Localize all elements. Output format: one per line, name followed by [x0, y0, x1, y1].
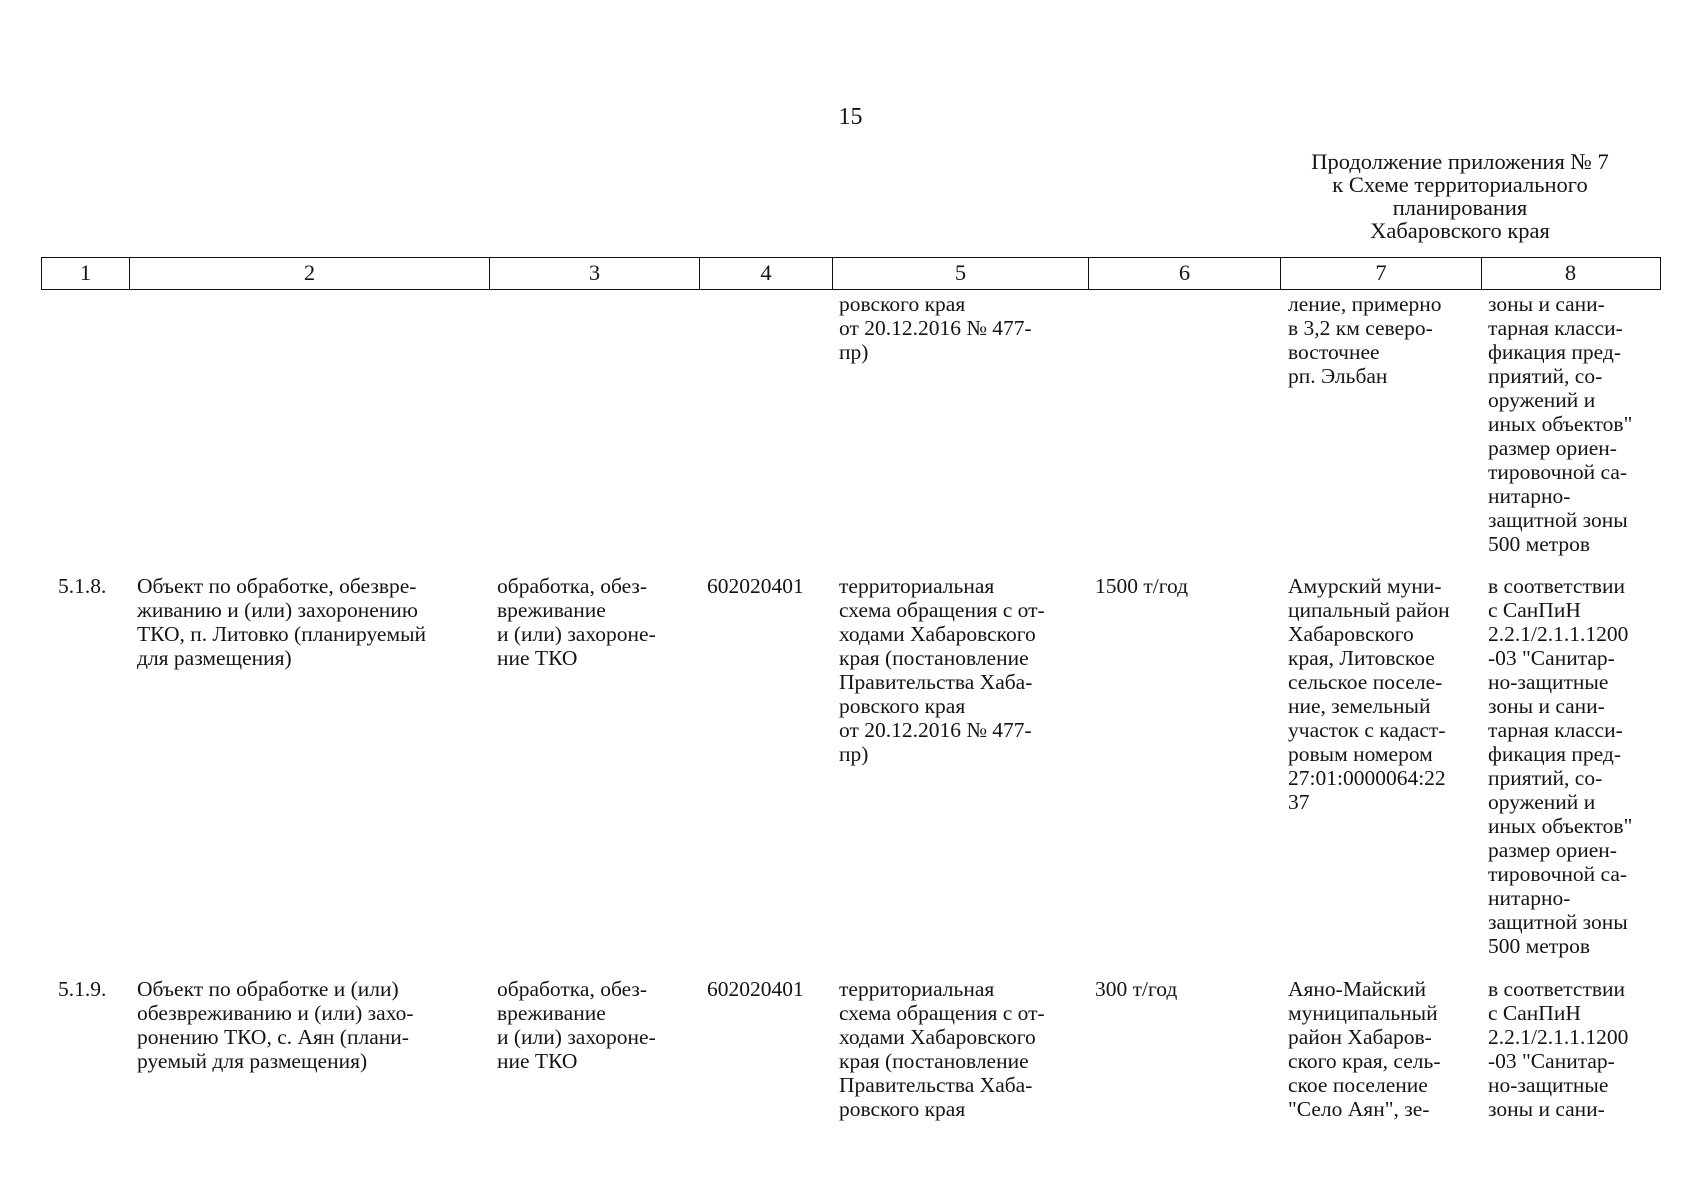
cell-legal-basis: ровского края от 20.12.2016 № 477- пр)	[839, 292, 1032, 364]
appendix-note	[1280, 150, 1640, 242]
cell-number: 5.1.9.	[58, 977, 107, 1001]
header-col-2: 2	[130, 258, 490, 289]
appendix-line-3: планирования	[1392, 195, 1528, 220]
header-col-4: 4	[700, 258, 833, 289]
header-col-3: 3	[490, 258, 700, 289]
cell-sanitary-zone: в соответствии с СанПиН 2.2.1/2.1.1.1200 -03 "Санитар- но-защитные зоны и сани-	[1488, 977, 1629, 1121]
header-col-5: 5	[833, 258, 1089, 289]
cell-location: ление, примерно в 3,2 км северо- восточнее рп. Эльбан	[1288, 292, 1442, 388]
header-col-8: 8	[1564, 260, 1577, 285]
page-number: 15	[838, 104, 863, 130]
cell-legal-basis: территориальная схема обращения с от- ходами Хабаровского края (постановление Правительства Хаба- ровского края	[839, 977, 1045, 1121]
header-col-1: 1	[42, 258, 130, 289]
cell-capacity: 300 т/год	[1095, 977, 1178, 1001]
table-header-row	[41, 257, 1661, 290]
cell-sanitary-zone: зоны и сани- тарная класси- фикация пред- приятий, со- оружений и иных объектов" размер ориен- тировочной са- нитарно- защитной зоны 500 метров	[1488, 292, 1633, 556]
cell-location: Амурский муни- ципальный район Хабаровского края, Литовское сельское поселе- ние, земельный участок с кадаст- ровым номером 27:01:0000064:22 37	[1288, 574, 1450, 814]
header-col-7: 7	[1281, 258, 1482, 289]
cell-object-name: Объект по обработке, обезвре- живанию и (или) захоронению ТКО, п. Литовко (планируемый для размещения)	[137, 574, 427, 670]
appendix-line-4: Хабаровского края	[1370, 218, 1550, 243]
cell-number: 5.1.8.	[58, 574, 107, 598]
cell-object-name: Объект по обработке и (или) обезвреживанию и (или) захо- ронению ТКО, с. Аян (плани- руемый для размещения)	[137, 977, 414, 1073]
cell-location: Аяно-Майский муниципальный район Хабаров- ского края, сель- ское поселение "Село Аян", зе-	[1288, 977, 1441, 1121]
appendix-line-2: к Схеме территориального	[1332, 172, 1588, 197]
appendix-line-1: Продолжение приложения № 7	[1311, 149, 1609, 174]
cell-purpose: обработка, обез- вреживание и (или) захороне- ние ТКО	[497, 574, 656, 670]
cell-purpose: обработка, обез- вреживание и (или) захороне- ние ТКО	[497, 977, 656, 1073]
cell-legal-basis: территориальная схема обращения с от- ходами Хабаровского края (постановление Правительства Хаба- ровского края от 20.12.2016 № 477- пр)	[839, 574, 1045, 766]
header-col-6: 6	[1089, 258, 1281, 289]
cell-code: 602020401	[707, 574, 804, 598]
cell-capacity: 1500 т/год	[1095, 574, 1189, 598]
cell-code: 602020401	[707, 977, 804, 1001]
cell-sanitary-zone: в соответствии с СанПиН 2.2.1/2.1.1.1200 -03 "Санитар- но-защитные зоны и сани- тарная класси- фикация пред- приятий, со- оружений и иных объектов" размер ориен- тировочной са- нитарно- защитной зоны 500 метров	[1488, 574, 1633, 958]
